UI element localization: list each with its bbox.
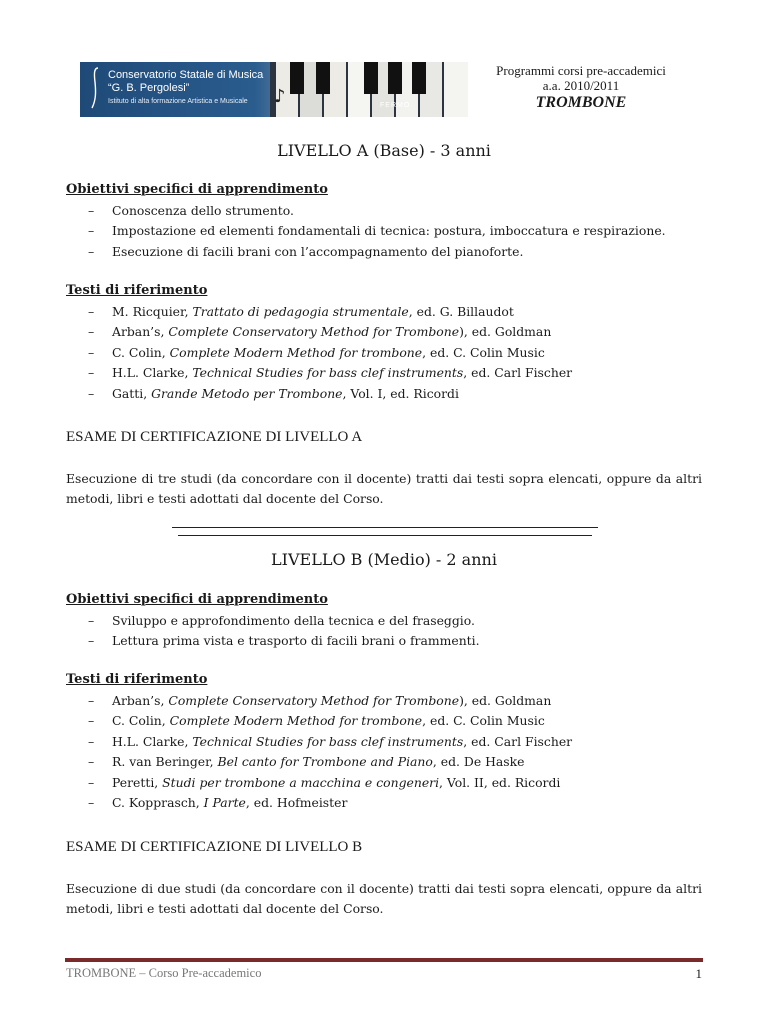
level-a-objectives-heading: Obiettivi specifici di apprendimento: [66, 182, 328, 197]
page-number: 1: [695, 966, 702, 981]
banner-org-name: Conservatorio Statale di Musica: [108, 69, 264, 81]
level-a-texts-heading: Testi di riferimento: [66, 283, 208, 298]
banner-org-subname: “G. B. Pergolesi”: [108, 82, 190, 94]
footer-course: TROMBONE – Corso Pre-accademico: [66, 966, 262, 980]
piano-keys-image: [270, 62, 468, 117]
level-a-title: LIVELLO A (Base) - 3 anni: [277, 141, 491, 160]
level-b-exam-title: ESAME DI CERTIFICAZIONE DI LIVELLO B: [66, 839, 363, 855]
level-b-objectives-heading: Obiettivi specifici di apprendimento: [66, 592, 328, 607]
level-b-texts-heading: Testi di riferimento: [66, 672, 208, 687]
banner-org-tagline: Istituto di alta formazione Artistica e Musicale: [108, 98, 248, 105]
logo-mark-icon: [88, 66, 102, 110]
footer-rule: [65, 958, 703, 962]
section-divider: [178, 535, 592, 536]
header-academic-year: a.a. 2010/2011: [542, 78, 620, 93]
institution-banner: [80, 62, 468, 117]
level-a-exam-text: Esecuzione di tre studi (da concordare con il docente) tratti dai testi sopra elencati, oppure da altri metodi, libri e testi adottati dal docente del Corso.: [66, 471, 702, 506]
svg-text:♪: ♪: [274, 86, 286, 107]
header-program: Programmi corsi pre-accademici: [496, 63, 666, 78]
section-divider: [172, 527, 598, 528]
level-a-exam-title: ESAME DI CERTIFICAZIONE DI LIVELLO A: [66, 429, 363, 445]
banner-city: FERMO: [380, 102, 411, 109]
level-b-title: LIVELLO B (Medio) - 2 anni: [271, 550, 497, 569]
header-instrument: TROMBONE: [535, 94, 627, 111]
level-b-exam-text: Esecuzione di due studi (da concordare con il docente) tratti dai testi sopra elencati, oppure da altri metodi, libri e testi adottati dal docente del Corso.: [66, 881, 702, 916]
